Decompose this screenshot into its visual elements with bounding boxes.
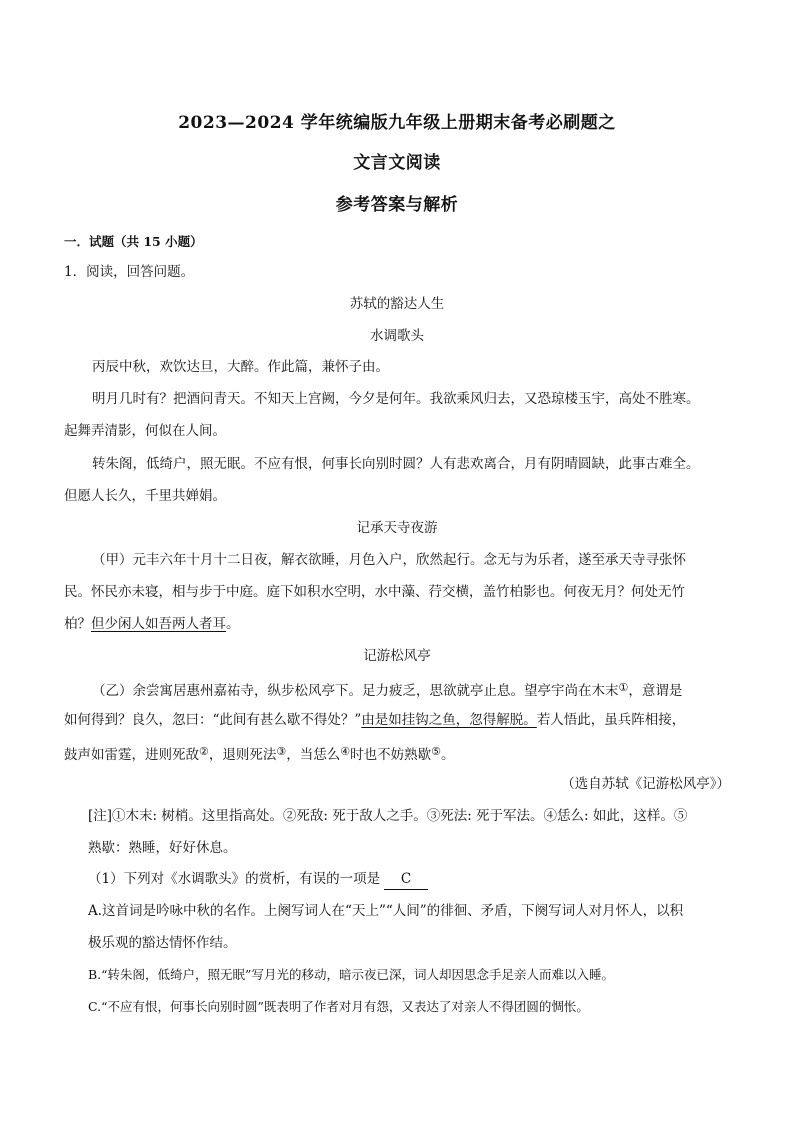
text3-title: 记游松风亭: [363, 648, 431, 664]
footnote-marker: ⑤: [431, 745, 441, 758]
text3-segment: ，退则死法: [208, 747, 277, 763]
answer-blank: C: [384, 869, 428, 890]
text3-source: （选自苏轼《记游松风亭》）: [561, 776, 730, 792]
document-title-line3: 参考答案与解析: [335, 195, 459, 215]
annotation-line: [注]①木末: 树梢。这里指高处。②死敌: 死于敌人之手。③死法: 死于军法。④恁么: 如此，这样。⑤: [88, 808, 688, 824]
option-b: B.“转朱阁，低绮户，照无眠”写月光的移动，暗示夜已深，词人却因思念手足亲人而难以入睡。: [88, 967, 614, 982]
text3-segment: 。: [441, 747, 455, 763]
text2-line: （甲）元丰六年十月十二日夜，解衣欲睡，月色入户，欣然起行。念无与为乐者，遂至承天寺寻张怀: [92, 552, 686, 568]
poem-line: 转朱阁，低绮户，照无眠。不应有恨，何事长向别时圆？人有悲欢离合，月有阴晴圆缺，此事古难全。: [92, 456, 700, 472]
option-c: C.“不应有恨，何事长向别时圆”既表明了作者对月有怨，又表达了对亲人不得团圆的惆怅。: [88, 999, 589, 1014]
footnote-marker: ④: [340, 745, 351, 758]
footnote-marker: ②: [199, 745, 209, 758]
question-intro: 1．阅读，回答问题。: [64, 264, 195, 280]
document-title-line2: 文言文阅读: [353, 153, 441, 173]
option-a: A.这首词是吟咏中秋的名作。上阕写词人在“天上”“人间”的徘徊、矛盾，下阕写词人对月怀人，以积: [88, 903, 684, 919]
footnote-marker: ①: [618, 681, 629, 694]
underlined-sentence: 但少闲人如吾两人者耳: [91, 616, 226, 632]
text3-line: [64, 742, 455, 765]
text1-main-title: 苏轼的豁达人生: [349, 296, 445, 312]
underlined-sentence: 由是如挂钩之鱼，忽得解脱。: [361, 712, 537, 728]
poem-line: 但愿人长久，千里共婵娟。: [64, 488, 226, 504]
section-heading: 一．试题（共 15 小题）: [64, 234, 203, 249]
text3-line: [92, 678, 682, 701]
annotation-line: 熟歇：熟睡，好好休息。: [88, 840, 237, 856]
option-a-continued: 极乐观的豁达情怀作结。: [88, 935, 237, 951]
footnote-marker: ③: [276, 745, 287, 758]
text3-segment: 时也不妨熟歇: [350, 747, 432, 763]
text3-line: [64, 710, 685, 730]
poem-title: 水调歌头: [370, 328, 424, 344]
text2-line: [64, 614, 240, 634]
poem-preface: 丙辰中秋，欢饮达旦，大醉。作此篇，兼怀子由。: [92, 359, 389, 375]
text3-segment: （乙）余尝寓居惠州嘉祐寺，纵步松风亭下。足力疲乏，思欲就亭止息。望亭宇尚在木末: [92, 683, 619, 699]
text2-segment: 柏？: [64, 616, 91, 632]
text3-segment: 如何得到？良久，忽曰：“此间有甚么歇不得处？”: [64, 712, 362, 728]
text3-segment: ，当恁么: [286, 747, 341, 763]
question-text: （1）下列对《水调歌头》的赏析，有误的一项是: [88, 871, 381, 887]
text2-segment: 。: [226, 616, 240, 632]
text2-line: 民。怀民亦未寝，相与步于中庭。庭下如积水空明，水中藻、荇交横，盖竹柏影也。何夜无月？何处无竹: [64, 584, 685, 600]
poem-line: 明月几时有？把酒问青天。不知天上宫阙，今夕是何年。我欲乘风归去，又恐琼楼玉宇，高处不胜寒。: [92, 391, 700, 407]
text3-segment: 鼓声如雷霆，进则死敌: [64, 747, 199, 763]
text3-segment: ，意谓是: [628, 683, 683, 699]
document-title-line1: 2023—2024 学年统编版九年级上册期末备考必刷题之: [178, 113, 616, 133]
poem-line: 起舞弄清影，何似在人间。: [64, 423, 226, 439]
text3-segment: 若人悟此，虽兵阵相接，: [536, 712, 686, 728]
question-stem: [88, 869, 428, 890]
text2-title: 记承天寺夜游: [356, 520, 438, 536]
